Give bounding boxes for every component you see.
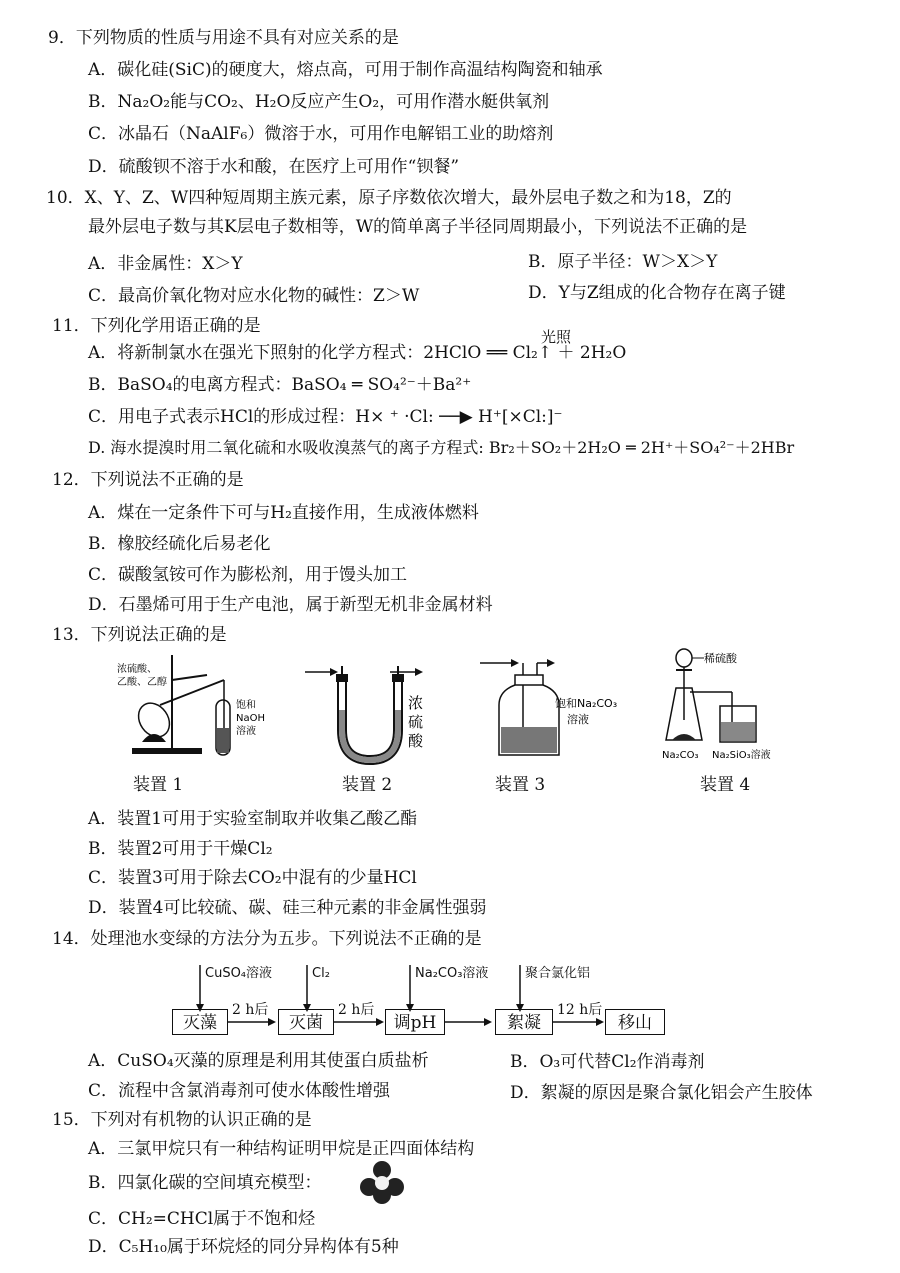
apparatus-3-diagram: [475, 655, 625, 765]
flow-time-1: 2 h后: [232, 1002, 269, 1018]
q11-option-d: D. 海水提溴时用二氧化硫和水吸收溴蒸气的离子方程式: Br₂＋SO₂＋2H₂O ═ 2H⁺＋SO₄²⁻＋2HBr: [88, 438, 795, 457]
apparatus-4-diagram: [660, 640, 830, 765]
q15-option-d: D．C₅H₁₀属于环烷烃的同分异构体有5种: [88, 1237, 399, 1257]
a4-label-1: 稀硫酸: [704, 652, 737, 665]
q12-option-d: D．石墨烯可用于生产电池，属于新型无机非金属材料: [88, 595, 493, 615]
a3-label-2: 溶液: [567, 713, 589, 726]
q11-option-b: B．BaSO₄的电离方程式：BaSO₄ ═ SO₄²⁻＋Ba²⁺: [88, 375, 472, 395]
q11-stem: 11．下列化学用语正确的是: [52, 316, 261, 336]
flow-input-1: CuSO₄溶液: [205, 966, 273, 981]
q13-option-c: C．装置3可用于除去CO₂中混有的少量HCl: [88, 868, 417, 888]
a1-label-5: 溶液: [236, 726, 256, 737]
a4-label-2: Na₂CO₃: [662, 750, 699, 761]
q10-stem-line1: 10．X、Y、Z、W四种短周期主族元素，原子序数依次增大，最外层电子数之和为18，Z的: [46, 188, 732, 208]
q12-option-a: A．煤在一定条件下可与H₂直接作用，生成液体燃料: [88, 503, 479, 523]
flow-step-5: 移山: [605, 1009, 665, 1035]
flow-time-3: 12 h后: [557, 1002, 603, 1018]
a3-label-1: 饱和Na₂CO₃: [555, 697, 618, 710]
flow-step-2: 灭菌: [278, 1009, 334, 1035]
q12-option-b: B．橡胶经硫化后易老化: [88, 534, 271, 554]
flow-input-2: Cl₂: [312, 966, 330, 981]
q13-option-d: D．装置4可比较硫、碳、硅三种元素的非金属性强弱: [88, 898, 487, 918]
q13-option-b: B．装置2可用于干燥Cl₂: [88, 839, 273, 859]
apparatus-1-caption: 装置 1: [133, 775, 184, 795]
q15-option-a: A．三氯甲烷只有一种结构证明甲烷是正四面体结构: [88, 1139, 475, 1159]
q9-option-b: B．Na₂O₂能与CO₂、H₂O反应产生O₂，可用作潜水艇供氧剂: [88, 92, 550, 112]
a1-label-2: 乙酸、乙醇: [117, 677, 167, 688]
q10-option-a: A．非金属性：X＞Y: [88, 254, 243, 274]
q13-stem: 13．下列说法正确的是: [52, 625, 227, 645]
apparatus-4-caption: 装置 4: [700, 775, 751, 795]
q9-stem: 9．下列物质的性质与用途不具有对应关系的是: [48, 28, 399, 48]
q15-option-c: C．CH₂=CHCl属于不饱和烃: [88, 1209, 316, 1229]
flow-input-3: Na₂CO₃溶液: [415, 966, 489, 981]
a2-label-3: 酸: [408, 732, 424, 750]
apparatus-2-diagram: [300, 660, 430, 770]
q14-option-a: A．CuSO₄灭藻的原理是利用其使蛋白质盐析: [88, 1051, 429, 1071]
q14-option-d: D．絮凝的原因是聚合氯化铝会产生胶体: [510, 1083, 813, 1103]
q10-option-b: B．原子半径：W＞X＞Y: [528, 252, 718, 272]
a4-label-3: Na₂SiO₃溶液: [712, 750, 771, 761]
q10-option-d: D．Y与Z组成的化合物存在离子键: [528, 283, 786, 303]
q14-option-b: B．O₃可代替Cl₂作消毒剂: [510, 1052, 705, 1072]
a1-label-1: 浓硫酸、: [117, 664, 157, 675]
q10-stem-line2: 最外层电子数与其K层电子数相等，W的简单离子半径同周期最小，下列说法不正确的是: [88, 217, 748, 237]
a1-label-3: 饱和: [236, 700, 256, 711]
q11-a-condition: 光照: [541, 328, 572, 346]
q14-stem: 14．处理池水变绿的方法分为五步。下列说法不正确的是: [52, 929, 482, 949]
q15-stem: 15．下列对有机物的认识正确的是: [52, 1110, 312, 1130]
flow-step-1: 灭藻: [172, 1009, 228, 1035]
flow-input-4: 聚合氯化铝: [525, 966, 591, 981]
apparatus-3-caption: 装置 3: [495, 775, 546, 795]
ccl4-space-filling-model: [360, 1160, 404, 1204]
q11-option-c: C．用电子式表示HCl的形成过程：H× ⁺ ·Cl: ──▶ H⁺[×Cl:]⁻: [88, 407, 563, 427]
apparatus-2-caption: 装置 2: [342, 775, 393, 795]
q11-option-a: A．将新制氯水在强光下照射的化学方程式：2HClO ══ Cl₂↑ ＋ 2H₂O: [88, 343, 627, 363]
q12-stem: 12．下列说法不正确的是: [52, 470, 244, 490]
apparatus-1-diagram: [112, 650, 272, 760]
a1-label-4: NaOH: [236, 713, 265, 724]
q13-option-a: A．装置1可用于实验室制取并收集乙酸乙酯: [88, 809, 418, 829]
q9-option-a: A．碳化硅(SiC)的硬度大，熔点高，可用于制作高温结构陶瓷和轴承: [88, 60, 603, 80]
a2-label-1: 浓: [408, 694, 424, 712]
q14-option-c: C．流程中含氯消毒剂可使水体酸性增强: [88, 1081, 391, 1101]
q9-option-d: D．硫酸钡不溶于水和酸，在医疗上可用作“钡餐”: [88, 157, 460, 177]
flow-time-2: 2 h后: [338, 1002, 375, 1018]
q15-option-b: B．四氯化碳的空间填充模型：: [88, 1173, 322, 1193]
flow-step-4: 絮凝: [495, 1009, 553, 1035]
q9-option-c: C．冰晶石（NaAlF₆）微溶于水，可用作电解铝工业的助熔剂: [88, 124, 554, 144]
a2-label-2: 硫: [408, 713, 424, 731]
q10-option-c: C．最高价氧化物对应水化物的碱性：Z＞W: [88, 286, 420, 306]
flow-step-3: 调pH: [385, 1009, 445, 1035]
q12-option-c: C．碳酸氢铵可作为膨松剂，用于馒头加工: [88, 565, 408, 585]
